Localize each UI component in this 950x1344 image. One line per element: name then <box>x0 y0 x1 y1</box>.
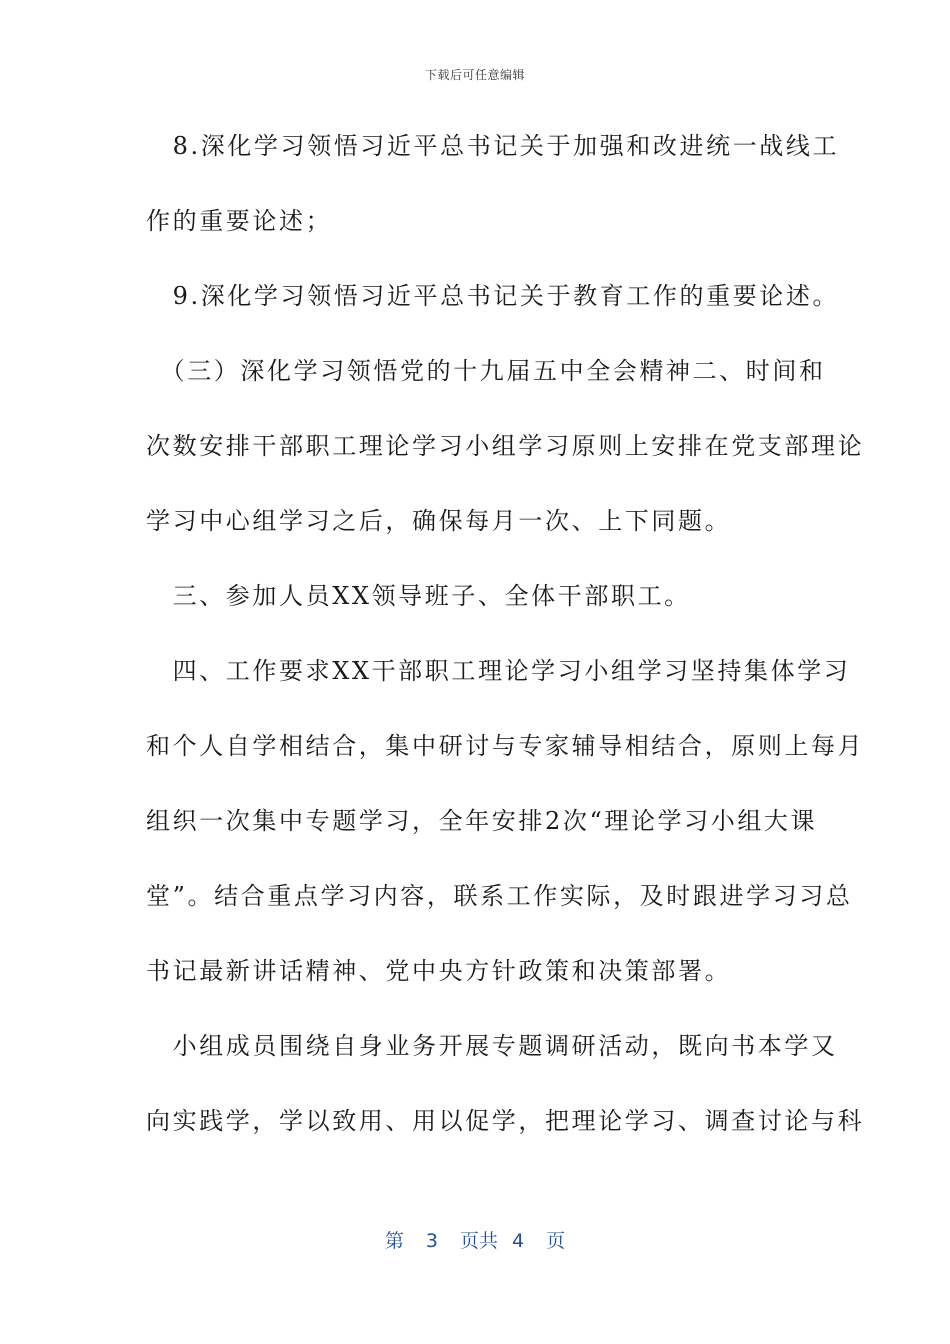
body-line: 向实践学，学以致用、用以促学，把理论学习、调查讨论与科 <box>146 1107 865 1135</box>
body-line: 堂”。结合重点学习内容，联系工作实际，及时跟进学习习总 <box>146 882 853 910</box>
page-footer <box>0 1226 950 1253</box>
body-line: 和个人自学相结合，集中研讨与专家辅导相结合，原则上每月 <box>146 732 865 760</box>
body-line: 小组成员围绕自身业务开展专题调研活动，既向书本学又 <box>146 1032 838 1060</box>
body-line: （三）深化学习领悟党的十九届五中全会精神二、时间和 <box>146 357 826 385</box>
body-line: 次数安排干部职工理论学习小组学习原则上安排在党支部理论 <box>146 432 865 460</box>
footer-current-page: 3 <box>425 1230 438 1252</box>
body-line: 8.深化学习领悟习近平总书记关于加强和改进统一战线工 <box>146 132 840 160</box>
body-line: 三、参加人员XX领导班子、全体干部职工。 <box>146 582 691 610</box>
body-line: 四、工作要求XX干部职工理论学习小组学习坚持集体学习 <box>146 657 851 685</box>
body-line: 书记最新讲话精神、党中央方针政策和决策部署。 <box>146 957 732 985</box>
page-header-note: 下载后可任意编辑 <box>424 68 525 82</box>
footer-total-pages: 4 <box>512 1230 525 1252</box>
body-line: 作的重要论述； <box>146 207 333 235</box>
footer-di: 第 <box>384 1230 404 1252</box>
footer-ye: 页 <box>546 1230 566 1252</box>
body-line: 9.深化学习领悟习近平总书记关于教育工作的重要论述。 <box>146 282 840 310</box>
footer-ye-gong: 页共 <box>459 1230 498 1252</box>
body-line: 组织一次集中专题学习，全年安排2次“理论学习小组大课 <box>146 807 818 835</box>
body-line: 学习中心组学习之后，确保每月一次、上下同题。 <box>146 507 732 535</box>
